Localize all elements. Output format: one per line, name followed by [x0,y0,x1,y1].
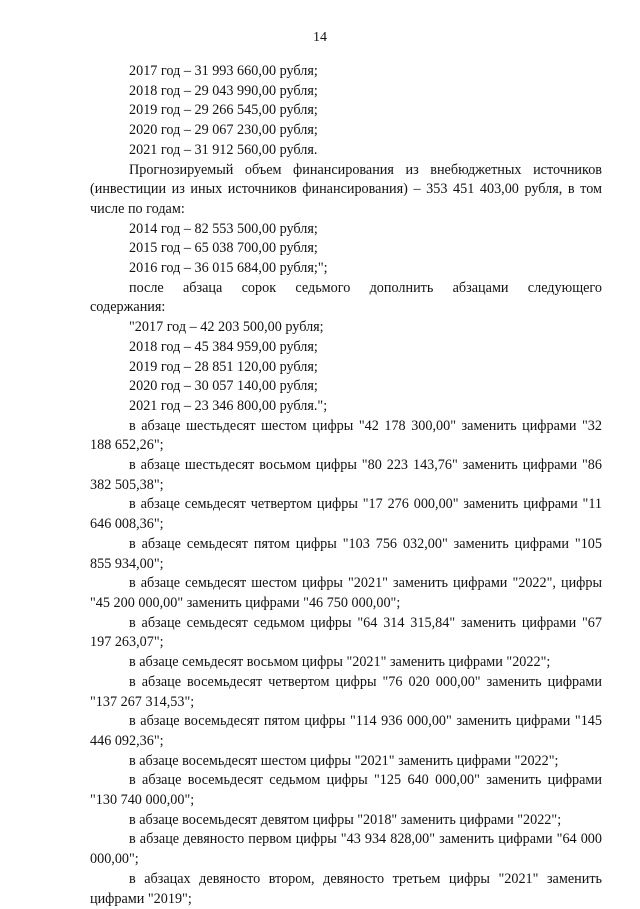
amendment-paragraph: в абзаце восемьдесят седьмом цифры "125 640 000,00" заменить цифрами "130 740 000,00"; [90,772,602,809]
amendment-paragraph: в абзаце семьдесят пятом цифры "103 756 032,00" заменить цифрами "105 855 934,00"; [90,535,602,572]
year-line: 2016 год – 36 015 684,00 рубля;"; [129,260,328,277]
year-line: 2021 год – 31 912 560,00 рубля. [129,141,318,158]
year-line: 2017 год – 31 993 660,00 рубля; [129,63,318,79]
year-line: 2015 год – 65 038 700,00 рубля; [129,240,318,257]
amendment-paragraph: в абзаце шестьдесят восьмом цифры "80 223 143,76" заменить цифрами "86 382 505,38"; [90,457,602,493]
amendment-paragraph: в абзаце восемьдесят девятом цифры "2018" заменить цифрами "2022"; [129,811,562,828]
year-line: "2017 год – 42 203 500,00 рубля; [129,319,324,336]
amendment-paragraph: в абзаце восемьдесят пятом цифры "114 936 000,00" заменить цифрами "145 446 092,36"; [90,713,602,749]
amendment-paragraph: в абзаце семьдесят седьмом цифры "64 314 315,84" заменить цифрами "67 197 263,07"; [90,614,602,651]
year-line: 2018 год – 45 384 959,00 рубля; [129,338,318,355]
year-line: 2021 год – 23 346 800,00 рубля."; [129,397,328,414]
amendment-paragraph: в абзаце семьдесят четвертом цифры "17 276 000,00" заменить цифрами "11 646 008,36"; [90,496,602,533]
amendment-paragraph: в абзаце восемьдесят четвертом цифры "76 020 000,00" заменить цифрами "137 267 314,53"; [90,673,602,710]
year-line: 2020 год – 29 067 230,00 рубля; [129,122,318,139]
year-line: 2018 год – 29 043 990,00 рубля; [129,82,318,99]
year-line: 2019 год – 28 851 120,00 рубля; [129,358,318,375]
amendment-paragraph: в абзаце девяносто первом цифры "43 934 828,00" заменить цифрами "64 000 000,00"; [90,831,602,868]
amendment-paragraph: в абзаце семьдесят шестом цифры "2021" заменить цифрами "2022", цифры "45 200 000,00" заменить цифрами "46 750 000,00"; [90,575,602,611]
paragraph-forecast-volume: Прогнозируемый объем финансирования из внебюджетных источников (инвестиции из иных источников финансирования) – 353 451 403,00 рубля, в том числе по годам: [90,161,602,217]
year-line: 2020 год – 30 057 140,00 рубля; [129,378,318,395]
paragraph-line: содержания: [90,299,166,316]
amendment-paragraph: в абзаце шестьдесят шестом цифры "42 178 300,00" заменить цифрами "32 188 652,26"; [90,417,602,454]
year-line: 2014 год – 82 553 500,00 рубля; [129,220,318,237]
year-line: 2019 год – 29 266 545,00 рубля; [129,102,318,119]
document-body [90,62,602,909]
amendment-paragraph: в абзаце семьдесят восьмом цифры "2021" заменить цифрами "2022"; [129,654,551,671]
amendment-paragraph: в абзаце восемьдесят шестом цифры "2021" заменить цифрами "2022"; [129,752,559,769]
amendment-paragraph: в абзацах девяносто втором, девяносто третьем цифры "2021" заменить цифрами "2019"; [90,870,602,907]
page-number: 14 [313,30,327,45]
paragraph-line: после абзаца сорок седьмого дополнить абзацами следующего [129,279,602,296]
